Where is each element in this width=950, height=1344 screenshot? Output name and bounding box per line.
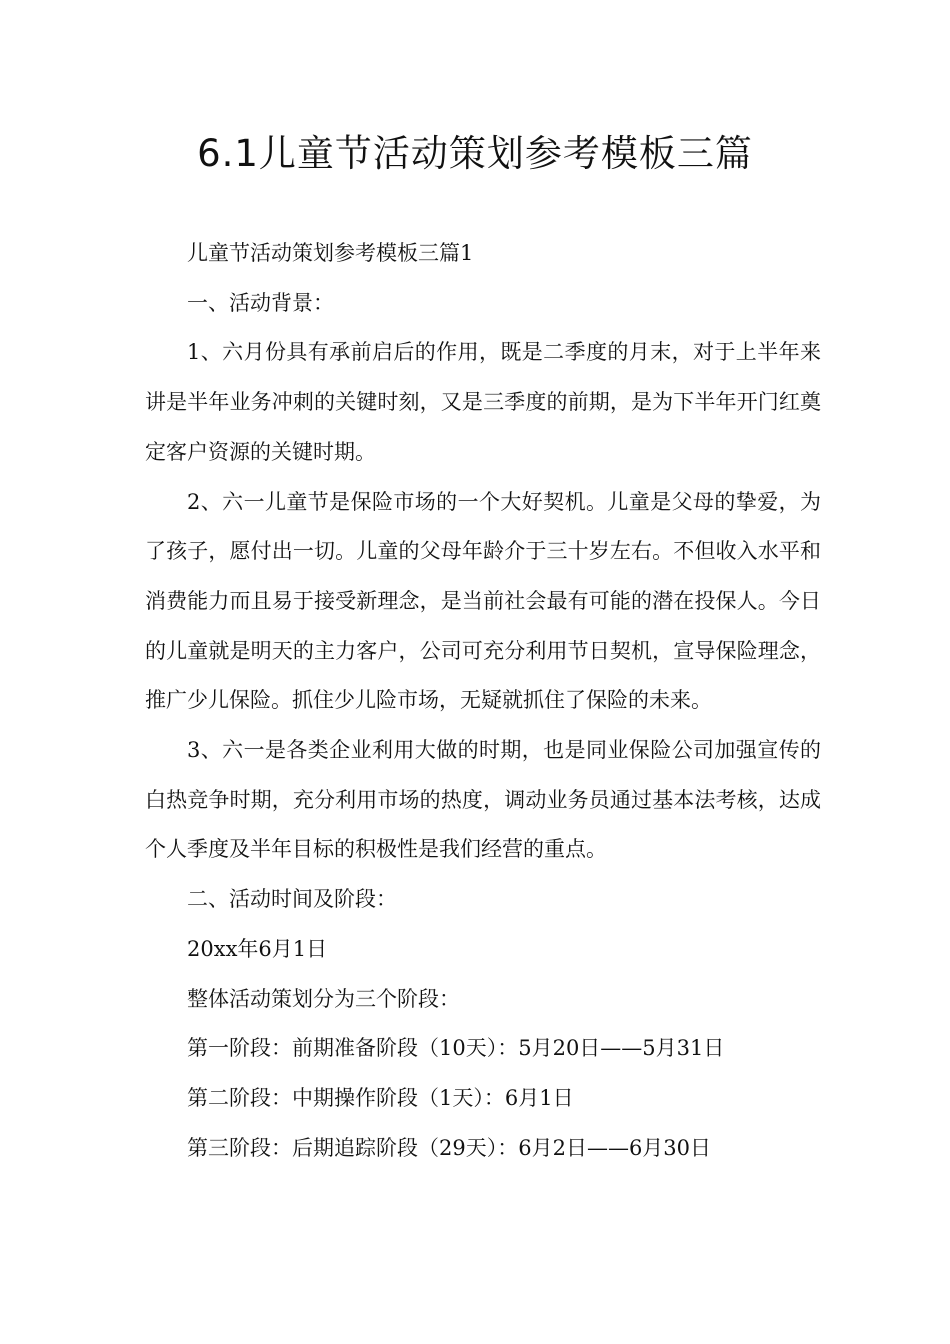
paragraph-phase-2: 第二阶段：中期操作阶段（1天）：6月1日 bbox=[187, 1085, 574, 1110]
paragraph-background-3: 3、六一是各类企业利用大做的时期，也是同业保险公司加强宣传的白热竞争时期，充分利用市场的热度，调动业务员通过基本法考核，达成个人季度及半年目标的积极性是我们经营的重点。 bbox=[145, 738, 821, 862]
paragraph-heading-time: 二、活动时间及阶段： bbox=[187, 887, 397, 912]
document-title: 6.1儿童节活动策划参考模板三篇 bbox=[197, 132, 753, 175]
paragraph-phase-1: 第一阶段：前期准备阶段（10天）：5月20日——5月31日 bbox=[187, 1036, 725, 1061]
document-body bbox=[145, 229, 821, 1173]
section-heading: 儿童节活动策划参考模板三篇1 bbox=[187, 241, 474, 265]
paragraph-phase-3: 第三阶段：后期追踪阶段（29天）：6月2日——6月30日 bbox=[187, 1135, 712, 1160]
paragraph-phases-intro: 整体活动策划分为三个阶段： bbox=[187, 986, 460, 1011]
paragraph-date: 20xx年6月1日 bbox=[187, 936, 328, 961]
paragraph-heading-background: 一、活动背景： bbox=[187, 290, 334, 315]
paragraph-background-1: 1、六月份具有承前启后的作用，既是二季度的月末，对于上半年来讲是半年业务冲刺的关键时刻，又是三季度的前期，是为下半年开门红奠定客户资源的关键时期。 bbox=[145, 340, 821, 464]
paragraph-background-2: 2、六一儿童节是保险市场的一个大好契机。儿童是父母的挚爱，为了孩子，愿付出一切。儿童的父母年龄介于三十岁左右。不但收入水平和消费能力而且易于接受新理念，是当前社会最有可能的潜在投保人。今日的儿童就是明天的主力客户，公司可充分利用节日契机，宣导保险理念，推广少儿保险。抓住少儿险市场，无疑就抓住了保险的未来。 bbox=[145, 489, 821, 713]
